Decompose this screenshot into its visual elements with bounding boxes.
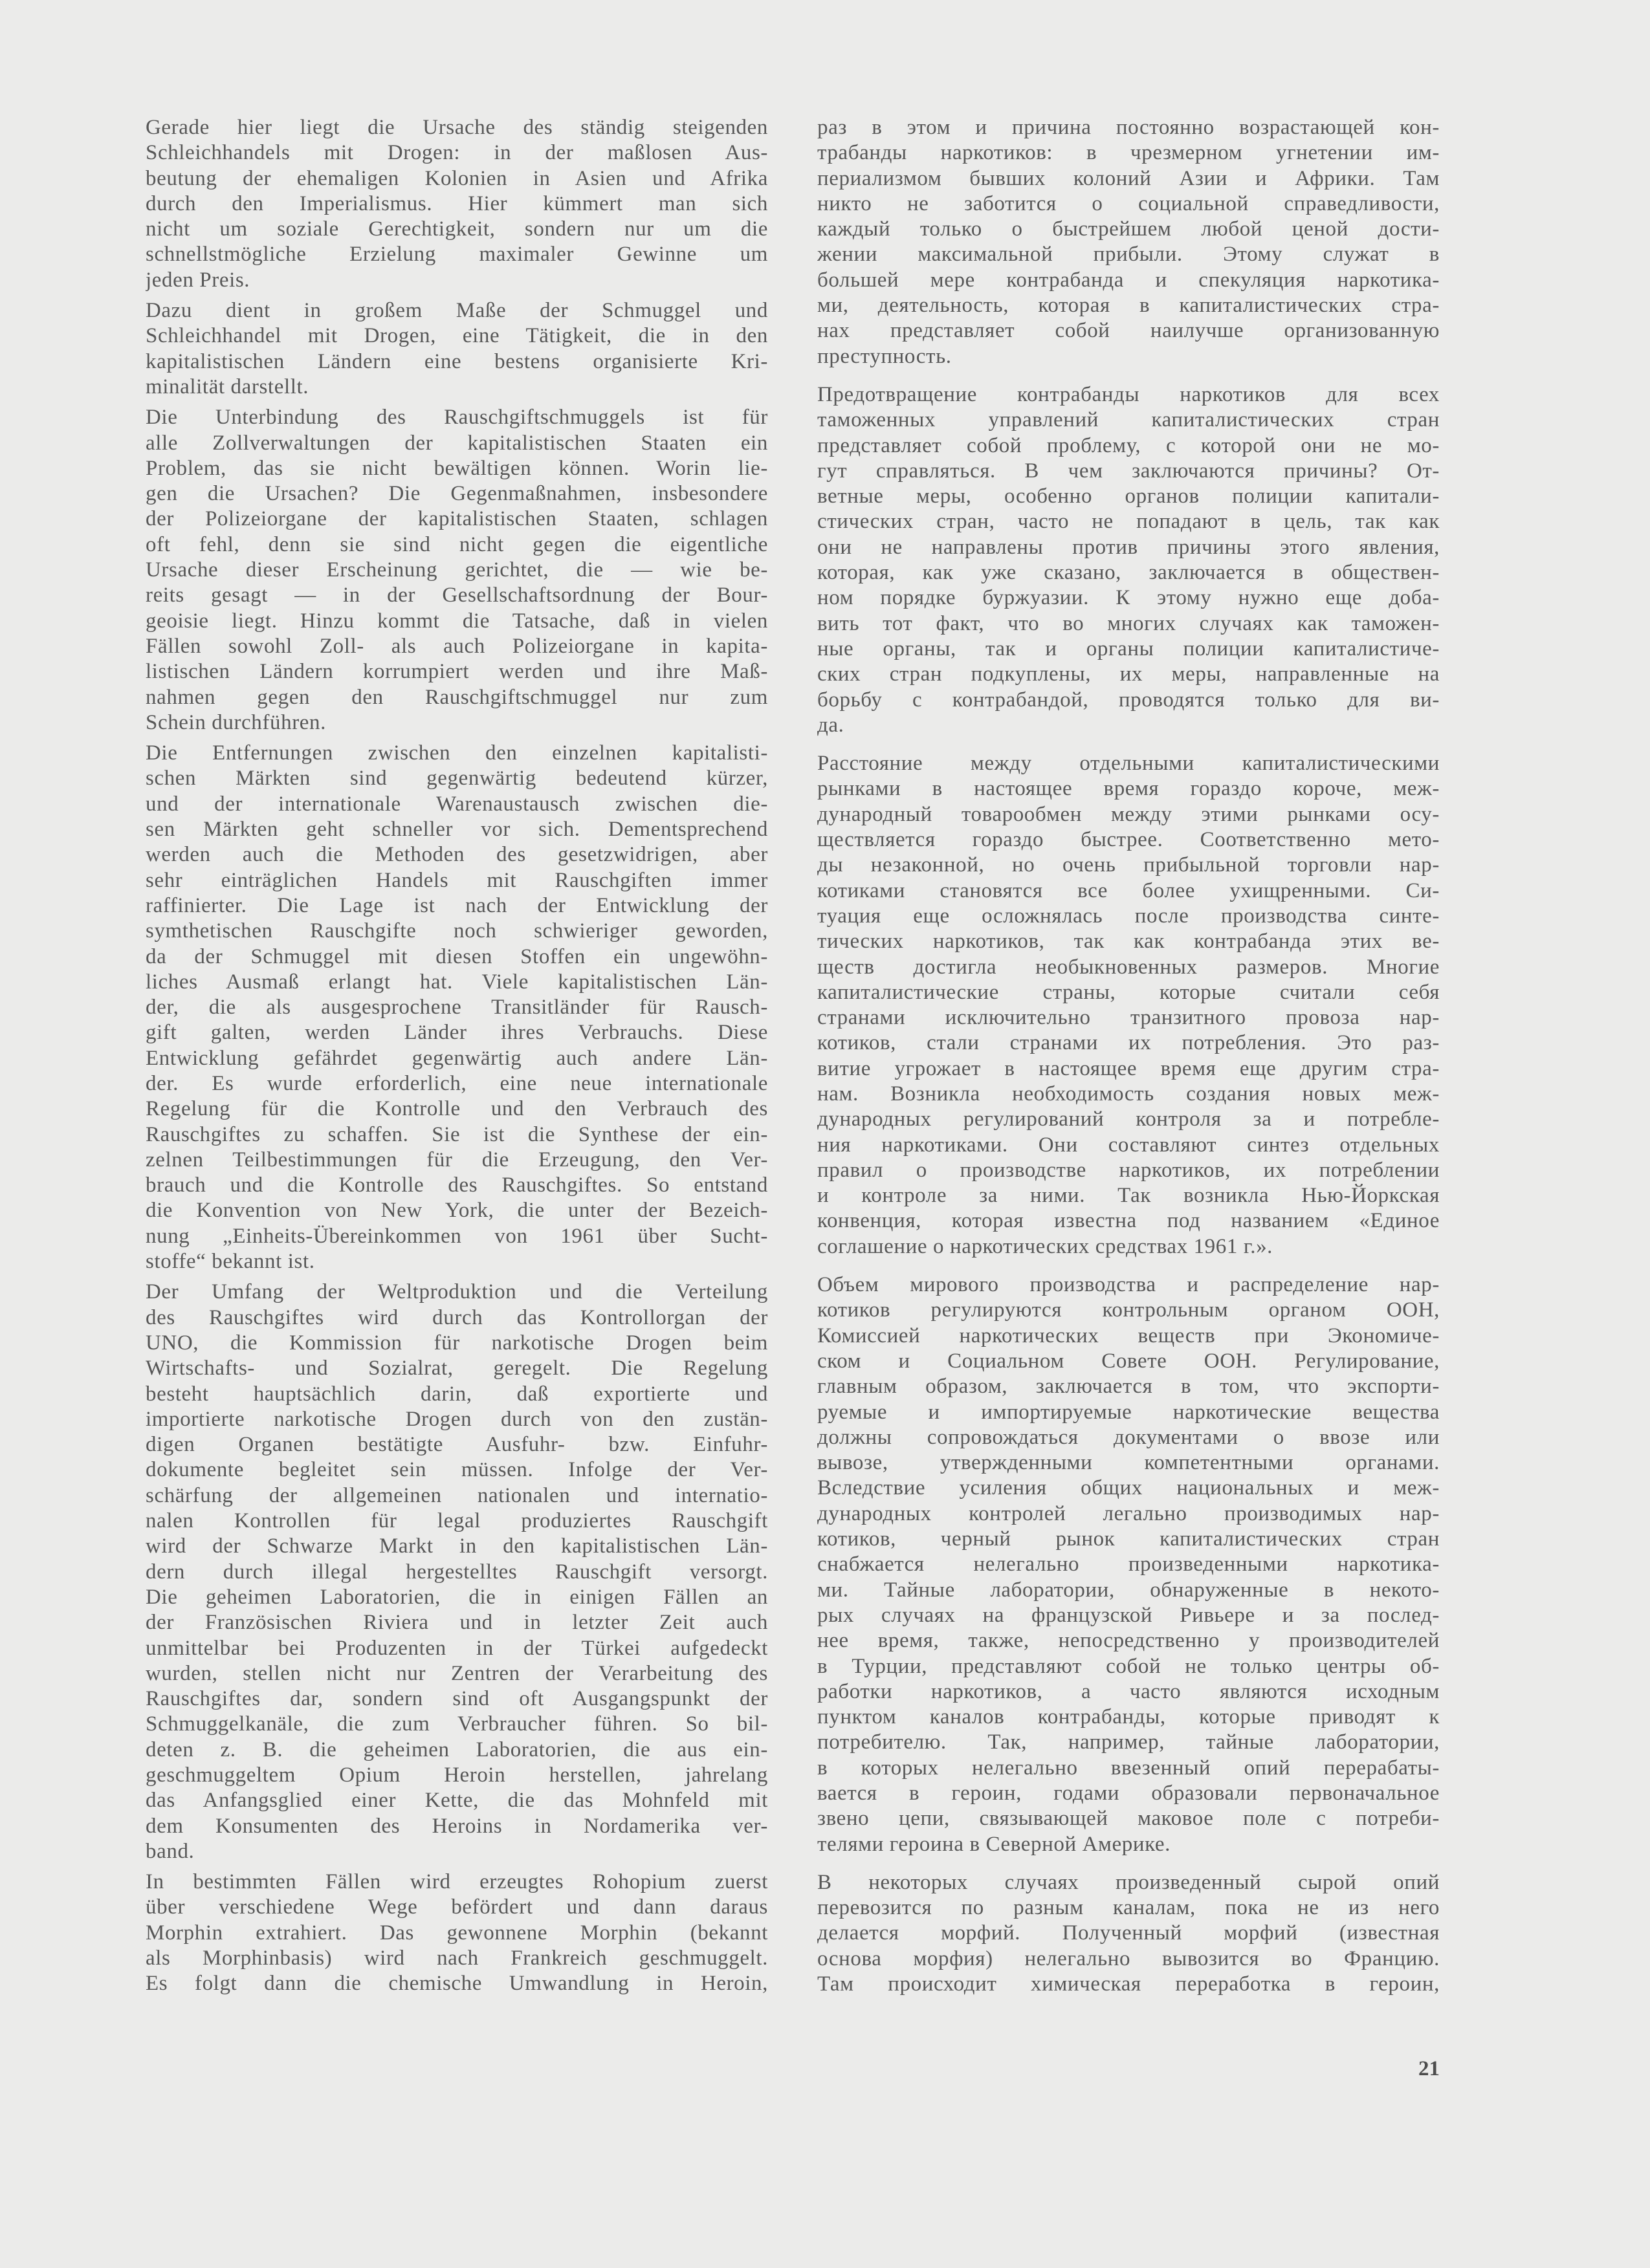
text-line: Rauschgiftes dar, sondern sind oft Ausgangspunkt der: [146, 1687, 768, 1711]
text-line: Fällen sowohl Zoll- als auch Polizeiorgane in kapita-: [146, 634, 768, 658]
text-line: дународный товарообмен между этими рынками осу-: [817, 802, 1440, 826]
paragraph: [146, 298, 768, 400]
text-line: Там происходит химическая переработка в героин,: [817, 1972, 1440, 1996]
text-line: потребителю. Так, например, тайные лаборатории,: [817, 1730, 1440, 1754]
text-line: витие угрожает в настоящее время еще другим стра-: [817, 1056, 1440, 1080]
left-column-german-text: [146, 115, 768, 2002]
text-line: geschmuggeltem Opium Heroin herstellen, jahrelang: [146, 1763, 768, 1787]
text-line: Предотвращение контрабанды наркотиков для всех: [817, 382, 1440, 406]
text-line: oft fehl, denn sie sind nicht gegen die eigentliche: [146, 532, 768, 556]
text-line: Die geheimen Laboratorien, die in einigen Fällen an: [146, 1585, 768, 1609]
text-line: Расстояние между отдельными капиталистическими: [817, 752, 1440, 776]
text-line: band.: [146, 1839, 195, 1863]
text-line: geoisie liegt. Hinzu kommt die Tatsache, daß in vielen: [146, 609, 768, 633]
paragraph: [817, 751, 1440, 1259]
text-line: der. Es wurde erforderlich, eine neue internationale: [146, 1071, 768, 1095]
text-line: да.: [817, 713, 844, 737]
text-line: über verschiedene Wege befördert und dann daraus: [146, 1895, 768, 1919]
text-line: brauch und die Kontrolle des Rauschgiftes. So entstand: [146, 1173, 768, 1197]
text-line: Вследствие усиления общих национальных и меж-: [817, 1476, 1440, 1500]
text-line: werden auch die Methoden des gesetzwidrigen, aber: [146, 843, 768, 867]
text-line: и контроле за ними. Так возникла Нью-Йоркская: [817, 1184, 1440, 1208]
text-line: digen Organen bestätigte Ausfuhr- bzw. Einfuhr-: [146, 1433, 768, 1457]
text-line: главным образом, заключается в том, что экспорти-: [817, 1375, 1440, 1399]
text-line: unmittelbar bei Produzenten in der Türkei aufgedeckt: [146, 1636, 768, 1660]
text-line: importierte narkotische Drogen durch von den zustän-: [146, 1407, 768, 1431]
text-line: Regelung für die Kontrolle und den Verbrauch des: [146, 1097, 768, 1121]
text-line: Wirtschafts- und Sozialrat, geregelt. Die Regelung: [146, 1357, 768, 1380]
text-line: каждый только о быстрейшем любой ценой дости-: [817, 217, 1440, 241]
text-line: Rauschgiftes zu schaffen. Sie ist die Synthese der ein-: [146, 1122, 768, 1146]
text-line: звено цепи, связывающей маковое поле с потреби-: [817, 1807, 1440, 1831]
text-line: schen Märkten sind gegenwärtig bedeutend kürzer,: [146, 767, 768, 791]
text-line: котиков, стали странами их потребления. Это раз-: [817, 1031, 1440, 1055]
text-line: перевозится по разным каналам, пока не из него: [817, 1896, 1440, 1920]
paragraph: [817, 115, 1440, 369]
text-line: ды незаконной, но очень прибыльной торговли нар-: [817, 853, 1440, 877]
paragraph: [146, 741, 768, 1274]
text-line: Schleichhandels mit Drogen: in der maßlosen Aus-: [146, 141, 768, 165]
text-line: гут справляться. В чем заключаются причины? От-: [817, 459, 1440, 483]
paragraph: [817, 382, 1440, 738]
text-line: Die Unterbindung des Rauschgiftschmuggels ist für: [146, 406, 768, 430]
text-line: listischen Ländern korrumpiert werden und ihre Maß-: [146, 660, 768, 684]
text-line: der Polizeiorgane der kapitalistischen Staaten, schlagen: [146, 507, 768, 531]
text-line: трабанды наркотиков: в чрезмерном угнетении им-: [817, 141, 1440, 165]
text-line: котиками становятся все более ухищренными. Си-: [817, 878, 1440, 902]
text-line: wurden, stellen nicht nur Zentren der Verarbeitung des: [146, 1661, 768, 1685]
text-line: Объем мирового производства и распределение нар-: [817, 1273, 1440, 1297]
text-line: вается в героин, годами образовали первоначальное: [817, 1782, 1440, 1805]
text-line: das Anfangsglied einer Kette, die das Mohnfeld mit: [146, 1789, 768, 1813]
text-line: der Französischen Riviera und in letzter Zeit auch: [146, 1611, 768, 1635]
text-line: reits gesagt — in der Gesellschaftsordnung der Bour-: [146, 583, 768, 607]
text-line: таможенных управлений капиталистических стран: [817, 408, 1440, 432]
text-line: должны сопровождаться документами о ввозе или: [817, 1425, 1440, 1449]
text-line: тических наркотиков, так как контрабанда этих ве-: [817, 930, 1440, 954]
text-line: nung „Einheits-Übereinkommen von 1961 über Sucht-: [146, 1224, 768, 1248]
text-line: schnellstmögliche Erzielung maximaler Gewinne um: [146, 243, 768, 267]
text-line: большей мере контрабанда и спекуляция наркотика-: [817, 268, 1440, 292]
text-line: liches Ausmaß erlangt hat. Viele kapitalistischen Län-: [146, 970, 768, 994]
text-line: der, die als ausgesprochene Transitländer für Rausch-: [146, 996, 768, 1020]
text-line: als Morphinbasis) wird nach Frankreich geschmuggelt.: [146, 1946, 768, 1970]
text-line: соглашение о наркотических средствах 1961 г.».: [817, 1234, 1273, 1258]
text-line: В некоторых случаях произведенный сырой опий: [817, 1870, 1440, 1894]
text-line: ми, деятельность, которая в капиталистических стра-: [817, 294, 1440, 318]
text-line: снабжается нелегально произведенными наркотика-: [817, 1553, 1440, 1576]
text-line: борьбу с контрабандой, проводятся только для ви-: [817, 688, 1440, 712]
text-line: gift galten, werden Länder ihres Verbrauchs. Diese: [146, 1021, 768, 1045]
text-line: symthetischen Rauschgifte noch schwieriger geworden,: [146, 919, 768, 943]
text-line: стических стран, часто не попадают в цель, так как: [817, 510, 1440, 534]
text-line: основа морфия) нелегально вывозится во Францию.: [817, 1946, 1440, 1970]
paragraph: [146, 405, 768, 736]
text-line: sehr einträglichen Handels mit Rauschgiften immer: [146, 868, 768, 892]
text-line: Dazu dient in großem Maße der Schmuggel und: [146, 299, 768, 323]
text-line: Der Umfang der Weltproduktion und die Verteilung: [146, 1280, 768, 1304]
text-line: nahmen gegen den Rauschgiftschmuggel nur zum: [146, 685, 768, 709]
text-line: jeden Preis.: [146, 268, 250, 292]
text-line: kapitalistischen Ländern eine bestens organisierte Kri-: [146, 349, 768, 373]
text-line: периализмом бывших колоний Азии и Африки. Там: [817, 166, 1440, 190]
text-line: вывозе, утвержденными компетентными органами.: [817, 1451, 1440, 1475]
text-line: котиков, черный рынок капиталистических стран: [817, 1527, 1440, 1551]
text-line: странами исключительно транзитного провоза нар-: [817, 1006, 1440, 1030]
text-line: делается морфий. Полученный морфий (известная: [817, 1921, 1440, 1945]
text-line: dem Konsumenten des Heroins in Nordamerika ver-: [146, 1814, 768, 1838]
text-line: alle Zollverwaltungen der kapitalistischen Staaten ein: [146, 431, 768, 455]
text-line: жении максимальной прибыли. Этому служат в: [817, 243, 1440, 267]
text-line: durch den Imperialismus. Hier kümmert man sich: [146, 191, 768, 215]
text-line: в которых нелегально ввезенный опий перерабаты-: [817, 1756, 1440, 1780]
text-line: ные органы, так и органы полиции капиталистиче-: [817, 637, 1440, 660]
text-line: представляет собой проблему, с которой они не мо-: [817, 433, 1440, 457]
text-line: und der internationale Warenaustausch zwischen die-: [146, 792, 768, 816]
text-line: Die Entfernungen zwischen den einzelnen kapitalisti-: [146, 741, 768, 765]
text-line: дународных контролей легально производимых нар-: [817, 1501, 1440, 1525]
text-line: beutung der ehemaligen Kolonien in Asien und Afrika: [146, 166, 768, 190]
text-line: deten z. B. die geheimen Laboratorien, die aus ein-: [146, 1738, 768, 1761]
text-line: ществ достигла необыкновенных размеров. Многие: [817, 955, 1440, 979]
text-line: wird der Schwarze Markt in den kapitalistischen Län-: [146, 1534, 768, 1558]
text-line: da der Schmuggel mit diesen Stoffen ein ungewöhn-: [146, 944, 768, 968]
text-line: Morphin extrahiert. Das gewonnene Morphin (bekannt: [146, 1921, 768, 1945]
text-line: Es folgt dann die chemische Umwandlung in Heroin,: [146, 1972, 768, 1996]
text-line: dern durch illegal hergestelltes Rauschgift versorgt.: [146, 1560, 768, 1584]
text-line: Комиссией наркотических веществ при Экономиче-: [817, 1324, 1440, 1347]
text-line: nicht um soziale Gerechtigkeit, sondern nur um die: [146, 217, 768, 241]
text-line: ском и Социальном Совете ООН. Регулирование,: [817, 1349, 1440, 1373]
text-line: раз в этом и причина постоянно возрастающей кон-: [817, 116, 1440, 139]
paragraph: [146, 1870, 768, 1996]
text-line: ществляется гораздо быстрее. Соответственно мето-: [817, 828, 1440, 852]
text-line: конвенция, которая известна под названием «Единое: [817, 1209, 1440, 1233]
page-number: 21: [1418, 2057, 1440, 2080]
text-line: ских стран подкуплены, их меры, направленные на: [817, 662, 1440, 686]
text-line: ветные меры, особенно органов полиции капитали-: [817, 485, 1440, 508]
text-line: Schein durchführen.: [146, 710, 326, 734]
text-line: nalen Kontrollen für legal produziertes Rauschgift: [146, 1509, 768, 1533]
paragraph: [146, 1280, 768, 1864]
text-line: besteht hauptsächlich darin, daß exportierte und: [146, 1382, 768, 1406]
text-line: raffinierter. Die Lage ist nach der Entwicklung der: [146, 893, 768, 917]
text-line: ном порядке буржуазии. К этому нужно еще доба-: [817, 586, 1440, 610]
text-line: schärfung der allgemeinen nationalen und internatio-: [146, 1483, 768, 1507]
text-line: des Rauschgiftes wird durch das Kontrollorgan der: [146, 1305, 768, 1329]
text-line: zelnen Teilbestimmungen für die Erzeugung, den Ver-: [146, 1148, 768, 1172]
text-line: Problem, das sie nicht bewältigen können. Worin lie-: [146, 456, 768, 480]
text-line: туация еще осложнялась после производства синте-: [817, 904, 1440, 928]
text-line: нам. Возникла необходимость создания новых меж-: [817, 1082, 1440, 1106]
text-line: руемые и импортируемые наркотические вещества: [817, 1400, 1440, 1424]
text-line: нах представляет собой наилучше организованную: [817, 319, 1440, 343]
paragraph: [817, 1272, 1440, 1857]
paragraph: [146, 115, 768, 293]
text-line: никто не заботится о социальной справедливости,: [817, 191, 1440, 215]
text-line: котиков регулируются контрольным органом ООН,: [817, 1298, 1440, 1322]
text-line: ния наркотиками. Они составляют синтез отдельных: [817, 1133, 1440, 1157]
text-line: пунктом каналов контрабанды, которые приводят к: [817, 1705, 1440, 1729]
text-line: dokumente begleitet sein müssen. Infolge der Ver-: [146, 1458, 768, 1482]
text-line: дународных регулирований контроля за и потребле-: [817, 1107, 1440, 1131]
text-line: вить тот факт, что во многих случаях как таможен-: [817, 611, 1440, 635]
text-line: они не направлены против причины этого явления,: [817, 535, 1440, 559]
text-line: нее время, также, непосредственно у производителей: [817, 1629, 1440, 1653]
text-line: Schleichhandel mit Drogen, eine Tätigkeit, die in den: [146, 324, 768, 348]
text-line: рынками в настоящее время гораздо короче, меж-: [817, 777, 1440, 801]
text-line: minalität darstellt.: [146, 375, 309, 398]
text-line: gen die Ursachen? Die Gegenmaßnahmen, insbesondere: [146, 482, 768, 506]
text-line: преступность.: [817, 344, 952, 368]
text-line: телями героина в Северной Америке.: [817, 1832, 1171, 1856]
text-line: sen Märkten geht schneller vor sich. Dementsprechend: [146, 818, 768, 842]
text-line: правил о производстве наркотиков, их потреблении: [817, 1158, 1440, 1182]
text-line: Schmuggelkanäle, die zum Verbraucher führen. So bil-: [146, 1712, 768, 1736]
text-line: In bestimmten Fällen wird erzeugtes Rohopium zuerst: [146, 1870, 768, 1894]
text-line: работки наркотиков, а часто являются исходным: [817, 1679, 1440, 1703]
text-line: stoffe“ bekannt ist.: [146, 1250, 315, 1274]
text-line: Ursache dieser Erscheinung gerichtet, die — wie be-: [146, 558, 768, 582]
text-line: которая, как уже сказано, заключается в обществен-: [817, 561, 1440, 585]
text-line: ми. Тайные лаборатории, обнаруженные в некото-: [817, 1578, 1440, 1602]
text-line: Entwicklung gefährdet gegenwärtig auch andere Län-: [146, 1046, 768, 1070]
text-line: Gerade hier liegt die Ursache des ständig steigenden: [146, 116, 768, 139]
right-column-russian-text: [817, 115, 1440, 2010]
paragraph: [817, 1870, 1440, 1997]
text-line: рых случаях на французской Ривьере и за послед-: [817, 1603, 1440, 1627]
text-line: капиталистические страны, которые считали себя: [817, 980, 1440, 1004]
text-line: в Турции, представляют собой не только центры об-: [817, 1654, 1440, 1678]
text-line: UNO, die Kommission für narkotische Drogen beim: [146, 1331, 768, 1355]
text-line: die Konvention von New York, die unter der Bezeich-: [146, 1199, 768, 1223]
